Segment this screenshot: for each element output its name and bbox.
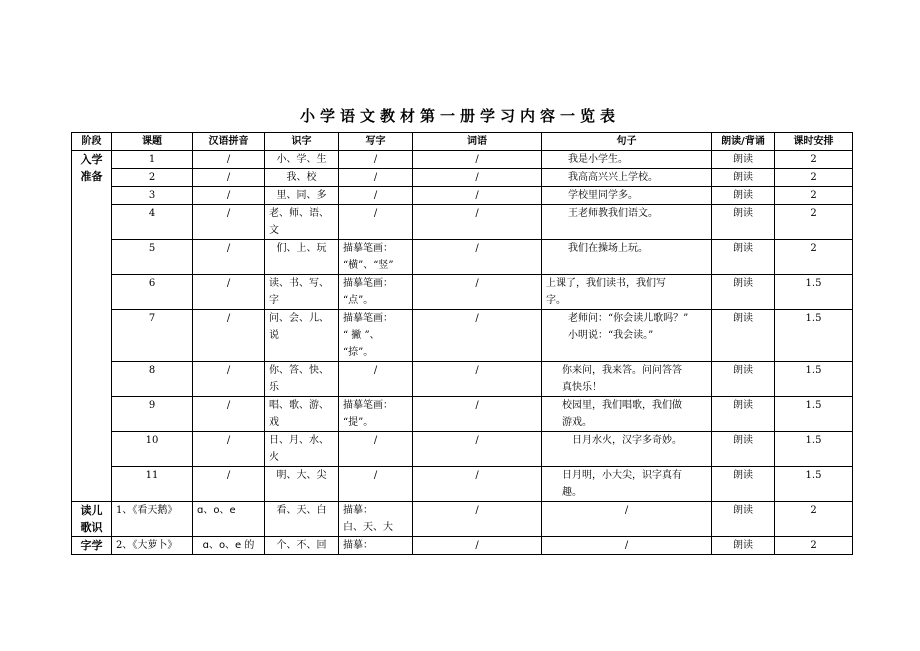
cell-read: 朗读 — [712, 467, 775, 502]
cell-topic: 4 — [112, 205, 193, 240]
cell-chars: 们、上、玩 — [265, 240, 339, 275]
cell-hours: 2 — [775, 169, 853, 187]
cell-words: / — [413, 169, 542, 187]
header-chars: 识字 — [265, 133, 339, 151]
cell-hours: 1.5 — [775, 397, 853, 432]
table-row — [72, 240, 853, 275]
table-row — [72, 432, 853, 467]
cell-writing: 描摹笔画： “提”。 — [339, 397, 413, 432]
table-row — [72, 397, 853, 432]
cell-pinyin: / — [193, 432, 265, 467]
cell-hours: 2 — [775, 537, 853, 555]
stage-label-rhymes: 读儿 歌识 — [72, 502, 112, 537]
cell-chars: 日、月、水、 火 — [265, 432, 339, 467]
cell-writing: 描摹： — [339, 537, 413, 555]
cell-sentence: 王老师教我们语文。 — [542, 205, 712, 240]
cell-hours: 1.5 — [775, 310, 853, 362]
header-stage: 阶段 — [72, 133, 112, 151]
cell-topic: 2 — [112, 169, 193, 187]
table-row — [72, 362, 853, 397]
cell-topic: 9 — [112, 397, 193, 432]
cell-topic: 11 — [112, 467, 193, 502]
cell-pinyin: / — [193, 187, 265, 205]
cell-pinyin: / — [193, 240, 265, 275]
cell-hours: 2 — [775, 151, 853, 169]
cell-topic: 3 — [112, 187, 193, 205]
cell-words: / — [413, 187, 542, 205]
cell-writing: 描摹笔画： “ 撇 ”、 “捺”。 — [339, 310, 413, 362]
cell-topic: 10 — [112, 432, 193, 467]
header-pinyin: 汉语拼音 — [193, 133, 265, 151]
cell-chars: 小、学、生 — [265, 151, 339, 169]
cell-read: 朗读 — [712, 502, 775, 537]
cell-sentence: 日月明，小大尖，识字真有 趣。 — [542, 467, 712, 502]
cell-writing: / — [339, 169, 413, 187]
table-row — [72, 537, 853, 555]
cell-words: / — [413, 151, 542, 169]
cell-writing: / — [339, 151, 413, 169]
cell-sentence: 我是小学生。 — [542, 151, 712, 169]
cell-topic: 5 — [112, 240, 193, 275]
header-topic: 课题 — [112, 133, 193, 151]
cell-read: 朗读 — [712, 169, 775, 187]
cell-read: 朗读 — [712, 205, 775, 240]
header-hours: 课时安排 — [775, 133, 853, 151]
cell-words: / — [413, 275, 542, 310]
cell-chars: 里、同、多 — [265, 187, 339, 205]
cell-topic: 6 — [112, 275, 193, 310]
cell-sentence: 日月水火，汉字多奇妙。 — [542, 432, 712, 467]
header-row — [72, 133, 853, 151]
cell-writing: 描摹： 白、天、大 — [339, 502, 413, 537]
cell-topic: 2、《大萝卜》 — [112, 537, 193, 555]
table-row — [72, 275, 853, 310]
cell-hours: 1.5 — [775, 432, 853, 467]
cell-chars: 我、校 — [265, 169, 339, 187]
header-read: 朗读/背诵 — [712, 133, 775, 151]
cell-writing: / — [339, 467, 413, 502]
table-row — [72, 169, 853, 187]
cell-sentence: / — [542, 502, 712, 537]
cell-topic: 1 — [112, 151, 193, 169]
cell-pinyin: ɑ、o、e — [193, 502, 265, 537]
cell-pinyin: / — [193, 151, 265, 169]
cell-sentence: 我们在操场上玩。 — [542, 240, 712, 275]
cell-writing: / — [339, 362, 413, 397]
cell-sentence: 你来问，我来答。问问答答 真快乐！ — [542, 362, 712, 397]
table-row — [72, 310, 853, 362]
cell-pinyin: / — [193, 310, 265, 362]
cell-sentence: 上课了，我们读书，我们写 字。 — [542, 275, 712, 310]
cell-words: / — [413, 537, 542, 555]
cell-topic: 1、《看天鹅》 — [112, 502, 193, 537]
cell-chars: 你、答、快、 乐 — [265, 362, 339, 397]
cell-writing: 描摹笔画： “横”、“竖” — [339, 240, 413, 275]
cell-chars: 问、会、儿、 说 — [265, 310, 339, 362]
cell-topic: 8 — [112, 362, 193, 397]
cell-read: 朗读 — [712, 397, 775, 432]
cell-writing: 描摹笔画： “点”。 — [339, 275, 413, 310]
cell-topic: 7 — [112, 310, 193, 362]
cell-read: 朗读 — [712, 240, 775, 275]
cell-writing: / — [339, 432, 413, 467]
cell-pinyin: / — [193, 467, 265, 502]
table-row — [72, 151, 853, 169]
cell-sentence: 校园里，我们唱歌，我们做 游戏。 — [542, 397, 712, 432]
curriculum-table — [71, 132, 853, 555]
cell-read: 朗读 — [712, 187, 775, 205]
cell-chars: 老、师、语、 文 — [265, 205, 339, 240]
cell-words: / — [413, 310, 542, 362]
table-row — [72, 205, 853, 240]
cell-words: / — [413, 362, 542, 397]
cell-hours: 1.5 — [775, 467, 853, 502]
cell-words: / — [413, 502, 542, 537]
cell-hours: 2 — [775, 187, 853, 205]
cell-sentence: 我高高兴兴上学校。 — [542, 169, 712, 187]
cell-chars: 看、天、白 — [265, 502, 339, 537]
header-sentence: 句子 — [542, 133, 712, 151]
header-words: 词语 — [413, 133, 542, 151]
cell-sentence: / — [542, 537, 712, 555]
cell-hours: 2 — [775, 502, 853, 537]
cell-hours: 1.5 — [775, 362, 853, 397]
cell-words: / — [413, 205, 542, 240]
cell-pinyin: / — [193, 362, 265, 397]
cell-chars: 唱、歌、游、 戏 — [265, 397, 339, 432]
cell-sentence: 学校里同学多。 — [542, 187, 712, 205]
cell-pinyin: / — [193, 169, 265, 187]
document-title: 小学语文教材第一册学习内容一览表 — [299, 107, 620, 125]
cell-hours: 2 — [775, 205, 853, 240]
table-row — [72, 187, 853, 205]
cell-hours: 1.5 — [775, 275, 853, 310]
cell-chars: 明、大、尖 — [265, 467, 339, 502]
table-row — [72, 502, 853, 537]
cell-pinyin: ɑ、o、e 的 — [193, 537, 265, 555]
cell-words: / — [413, 240, 542, 275]
stage-label-prep: 入学 准备 — [72, 151, 112, 502]
cell-read: 朗读 — [712, 151, 775, 169]
stage-label-learning: 字学 — [72, 537, 112, 555]
cell-words: / — [413, 397, 542, 432]
cell-read: 朗读 — [712, 275, 775, 310]
cell-read: 朗读 — [712, 432, 775, 467]
cell-pinyin: / — [193, 275, 265, 310]
cell-read: 朗读 — [712, 362, 775, 397]
cell-hours: 2 — [775, 240, 853, 275]
cell-words: / — [413, 432, 542, 467]
cell-chars: 读、书、写、 字 — [265, 275, 339, 310]
cell-writing: / — [339, 187, 413, 205]
cell-pinyin: / — [193, 205, 265, 240]
cell-read: 朗读 — [712, 537, 775, 555]
cell-pinyin: / — [193, 397, 265, 432]
cell-sentence: 老师问：“你会读儿歌吗？” 小明说：“我会读。” — [542, 310, 712, 362]
cell-words: / — [413, 467, 542, 502]
cell-writing: / — [339, 205, 413, 240]
table-row — [72, 467, 853, 502]
cell-read: 朗读 — [712, 310, 775, 362]
header-writing: 写字 — [339, 133, 413, 151]
cell-chars: 个、不、回 — [265, 537, 339, 555]
